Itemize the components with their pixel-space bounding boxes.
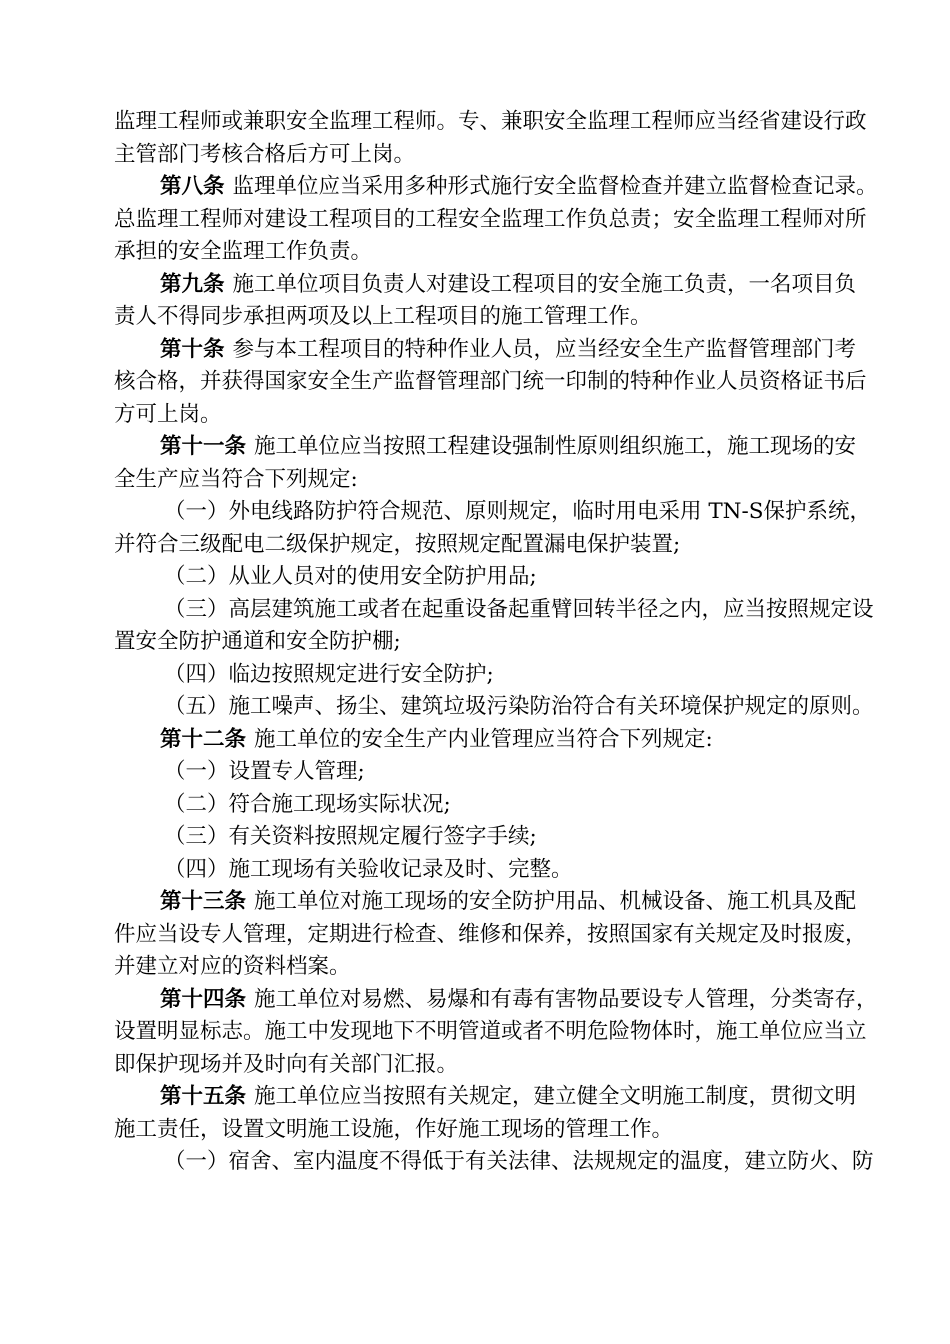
- paragraph-line: 监理工程师或兼职安全监理工程师。专、兼职安全监理工程师应当经省建设行政: [114, 109, 867, 134]
- paragraph-line: 置安全防护通道和安全防护棚;: [114, 629, 401, 654]
- article-text: 施工单位应当按照工程建设强制性原则组织施工，施工现场的安: [254, 434, 857, 459]
- article-heading: 第十一条: [160, 434, 247, 459]
- list-item-line: （二）从业人员对的使用安全防护用品;: [164, 564, 537, 589]
- list-item-line: （四）临边按照规定进行安全防护;: [164, 661, 494, 687]
- paragraph-line: 责人不得同步承担两项及以上工程项目的施工管理工作。: [114, 304, 652, 329]
- list-item-line: （一）宿舍、室内温度不得低于有关法律、法规规定的温度，建立防火、防: [164, 1149, 874, 1174]
- list-item-line: （二）符合施工现场实际状况;: [164, 791, 451, 817]
- article-text: 施工单位的安全生产内业管理应当符合下列规定:: [254, 726, 713, 752]
- paragraph-line: 件应当设专人管理，定期进行检查、维修和保养，按照国家有关规定及时报废，: [114, 921, 867, 947]
- article-text: 监理单位应当采用多种形式施行安全监督检查并建立监督检查记录。: [232, 174, 878, 199]
- article-paragraph-line: [114, 724, 900, 757]
- paragraph-line: 主管部门考核合格后方可上岗。: [114, 141, 416, 167]
- paragraph-line: 施工责任，设置文明施工设施，作好施工现场的管理工作。: [114, 1116, 674, 1142]
- article-text: 参与本工程项目的特种作业人员，应当经安全生产监督管理部门考: [232, 336, 857, 362]
- paragraph-line: 设置明显标志。施工中发现地下不明管道或者不明危险物体时，施工单位应当立: [114, 1019, 867, 1044]
- paragraph-line: 即保护现场并及时向有关部门汇报。: [114, 1051, 459, 1077]
- paragraph-line: 总监理工程师对建设工程项目的工程安全监理工作负总责；安全监理工程师对所: [114, 206, 867, 232]
- list-item-line: （三）高层建筑施工或者在起重设备起重臂回转半径之内，应当按照规定设: [164, 596, 874, 622]
- list-item-line: （一）外电线路防护符合规范、原则规定，临时用电采用 TN-S保护系统，: [164, 499, 871, 524]
- article-paragraph-line: [114, 431, 900, 464]
- article-paragraph-line: [114, 1081, 900, 1114]
- article-text: 施工单位对施工现场的安全防护用品、机械设备、施工机具及配: [254, 889, 857, 914]
- list-item-line: （四）施工现场有关验收记录及时、完整。: [164, 856, 573, 882]
- list-item-line: （三）有关资料按照规定履行签字手续;: [164, 824, 537, 849]
- article-text: 施工单位项目负责人对建设工程项目的安全施工负责，一名项目负: [232, 271, 857, 297]
- document-page: [114, 106, 900, 1179]
- article-text: 施工单位对易燃、易爆和有毒有害物品要设专人管理，分类寄存，: [254, 986, 878, 1012]
- paragraph-line: 核合格，并获得国家安全生产监督管理部门统一印制的特种作业人员资格证书后: [114, 369, 867, 394]
- article-text: 施工单位应当按照有关规定，建立健全文明施工制度，贯彻文明: [254, 1084, 857, 1109]
- article-paragraph-line: [114, 269, 900, 302]
- paragraph-line: 承担的安全监理工作负责。: [114, 239, 373, 264]
- article-heading: 第十五条: [160, 1084, 247, 1109]
- list-item-line: （一）设置专人管理;: [164, 759, 365, 784]
- paragraph-line: 并符合三级配电二级保护规定，按照规定配置漏电保护装置;: [114, 531, 681, 557]
- article-heading: 第九条: [160, 271, 225, 297]
- article-paragraph-line: [114, 334, 900, 367]
- paragraph-line: 方可上岗。: [114, 401, 222, 427]
- paragraph-line: 全生产应当符合下列规定:: [114, 466, 358, 492]
- list-item-line: （五）施工噪声、扬尘、建筑垃圾污染防治符合有关环境保护规定的原则。: [164, 694, 874, 719]
- article-heading: 第十条: [160, 336, 225, 362]
- article-heading: 第八条: [160, 174, 225, 199]
- paragraph-line: 并建立对应的资料档案。: [114, 954, 351, 979]
- article-heading: 第十四条: [160, 986, 247, 1012]
- article-paragraph-line: [114, 886, 900, 919]
- article-paragraph-line: [114, 171, 900, 204]
- article-paragraph-line: [114, 984, 900, 1017]
- article-heading: 第十二条: [160, 726, 247, 752]
- article-heading: 第十三条: [160, 889, 247, 914]
